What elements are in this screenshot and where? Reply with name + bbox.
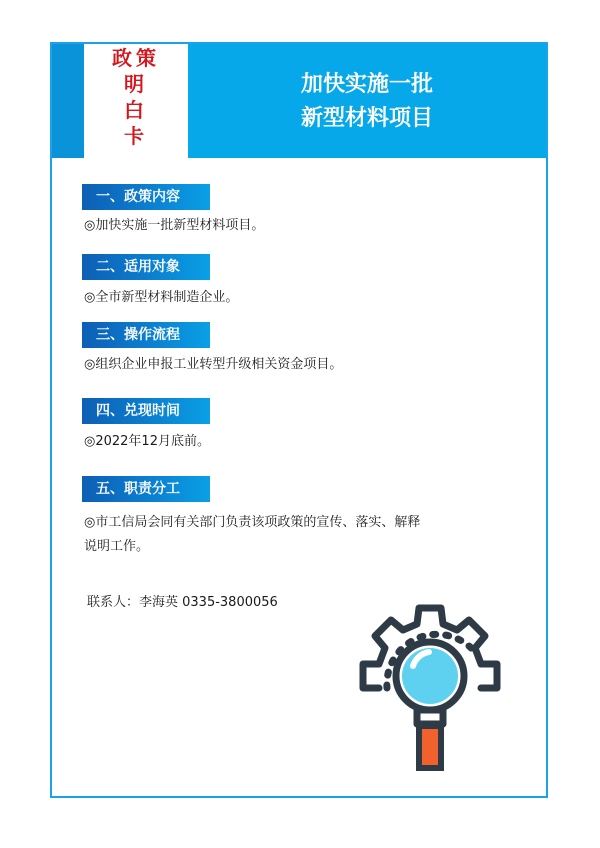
- gear-magnifier-icon: [357, 592, 527, 772]
- section-text-line: 说明工作。: [84, 539, 150, 554]
- section-heading: 三、操作流程: [82, 322, 210, 348]
- section-text: ◎组织企业申报工业转型升级相关资金项目。: [84, 357, 343, 372]
- label-char: 策: [136, 46, 156, 70]
- section-text: [84, 511, 504, 559]
- policy-card: [50, 42, 548, 798]
- section-text: ◎全市新型材料制造企业。: [84, 290, 239, 305]
- title-line: 新型材料项目: [300, 106, 433, 131]
- section-heading: 四、兑现时间: [82, 398, 210, 424]
- label-char: 政: [112, 46, 132, 70]
- label-char: 明: [124, 72, 144, 96]
- title-line: 加快实施一批: [300, 72, 433, 97]
- section-heading: 一、政策内容: [82, 184, 210, 210]
- policy-label-box: [84, 44, 188, 158]
- contact-info: 联系人：李海英 0335-3800056: [87, 595, 278, 610]
- header-left-strip: [52, 44, 84, 158]
- label-char: 白: [124, 98, 144, 122]
- section-heading: 二、适用对象: [82, 254, 210, 280]
- page-title: [242, 68, 492, 136]
- section-text: ◎加快实施一批新型材料项目。: [84, 218, 265, 233]
- section-heading: 五、职责分工: [82, 476, 210, 502]
- label-char: 卡: [124, 124, 144, 148]
- section-text: ◎2022年12月底前。: [84, 434, 210, 449]
- section-text-line: ◎市工信局会同有关部门负责该项政策的宣传、落实、解释: [84, 515, 421, 530]
